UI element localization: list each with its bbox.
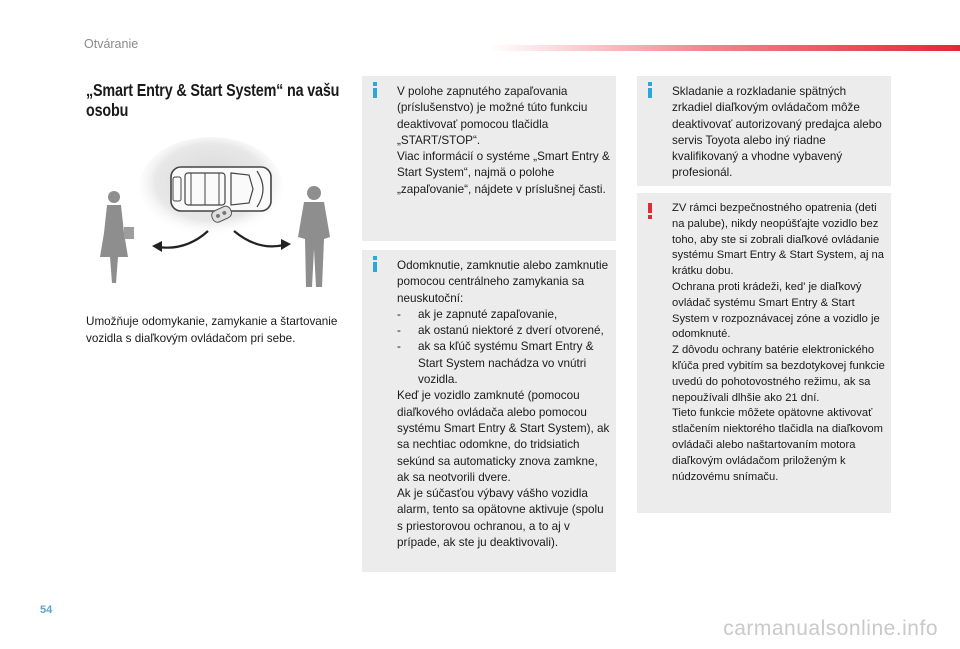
- info-box-text: V polohe zapnutého zapaľovania (príslušenstvo) je možné túto funkciu deaktivovať pomocou tlačidla „START/STOP“. Viac informácií o systéme „Smart Entry & Start System“, najmä o polohe „zapaľovanie“, nájdete v príslušnej časti.: [397, 85, 610, 196]
- info-box-start-stop: [362, 76, 616, 241]
- section-header: Otváranie: [84, 37, 139, 51]
- lock-conditions-list: [397, 307, 610, 388]
- warning-icon: [645, 203, 655, 219]
- info-box-text: [397, 258, 610, 551]
- person-man-icon: [298, 186, 330, 287]
- person-woman-icon: [100, 191, 134, 283]
- info-box-mirrors: [637, 76, 891, 186]
- lock-conditions-intro: Odomknutie, zamknutie alebo zamknutie pomocou centrálneho zamykania sa neuskutoční:: [397, 259, 609, 305]
- info-icon: [645, 82, 655, 98]
- relock-paragraph: Keď je vozidlo zamknuté (pomocou diaľkového ovládača alebo pomocou systému Smart Entry & Start System), ak sa nechtiac odomkne, do tridsiatich sekúnd sa automaticky znova zamkne, ak sa neotvorili dvere. Ak je súčasťou výbavy vášho vozidla alarm, tento sa opätovne aktivuje (spolu s priestorovou ochranou, a to aj v prípade, ak ste ju deaktivovali).: [397, 389, 610, 550]
- list-item: - ak ostanú niektoré z dverí otvorené,: [397, 323, 610, 339]
- info-icon: [370, 82, 380, 98]
- list-item: - ak sa kľúč systému Smart Entry & Start System nachádza vo vnútri vozidla.: [397, 339, 610, 388]
- info-box-text: Skladanie a rozkladanie spätných zrkadiel diaľkovým ovládačom môže deaktivovať autorizovaný predajca alebo servis Toyota alebo iný riadne kvalifikovaný a vhodne vybavený profesionál.: [672, 85, 882, 180]
- info-icon: [370, 256, 380, 272]
- car-icon: [171, 167, 271, 211]
- info-box-lock-conditions: [362, 250, 616, 572]
- watermark: carmanualsonline.info: [723, 617, 938, 640]
- header-accent-bar: [490, 45, 960, 51]
- range-arrow-right: [234, 231, 284, 246]
- page-number: 54: [40, 604, 53, 616]
- smart-entry-illustration: [86, 135, 348, 295]
- intro-paragraph: Umožňuje odomykanie, zamykanie a štartovanie vozidla s diaľkovým ovládačom pri sebe.: [86, 315, 338, 345]
- section-title: „Smart Entry & Start System“ na vašu osobu: [86, 80, 340, 120]
- warning-box-text: ZV rámci bezpečnostného opatrenia (deti na palube), nikdy neopúšťajte vozidlo bez toho, aby ste si zobrali diaľkové ovládanie systému Smart Entry & Start System, aj na krátku dobu. Ochrana proti krádeži, ked' je diaľkový ovládač systému Smart Entry & Start System v rozpoznávacej zóne a vozidlo je odomknuté. Z dôvodu ochrany batérie elektronického kľúča pred vybitím sa bezdotykovej funkcie uvedú do pohotovostného režimu, ak sa nepoužívali dlhšie ako 21 dní. Tieto funkcie môžete opätovne aktivovať stlačením niektorého tlačidla na diaľkovom ovládači alebo naštartovaním motora diaľkovým ovládačom priloženým k núdzovému snímaču.: [672, 202, 885, 483]
- warning-box-safety: [637, 193, 891, 513]
- list-item: - ak je zapnuté zapaľovanie,: [397, 307, 610, 323]
